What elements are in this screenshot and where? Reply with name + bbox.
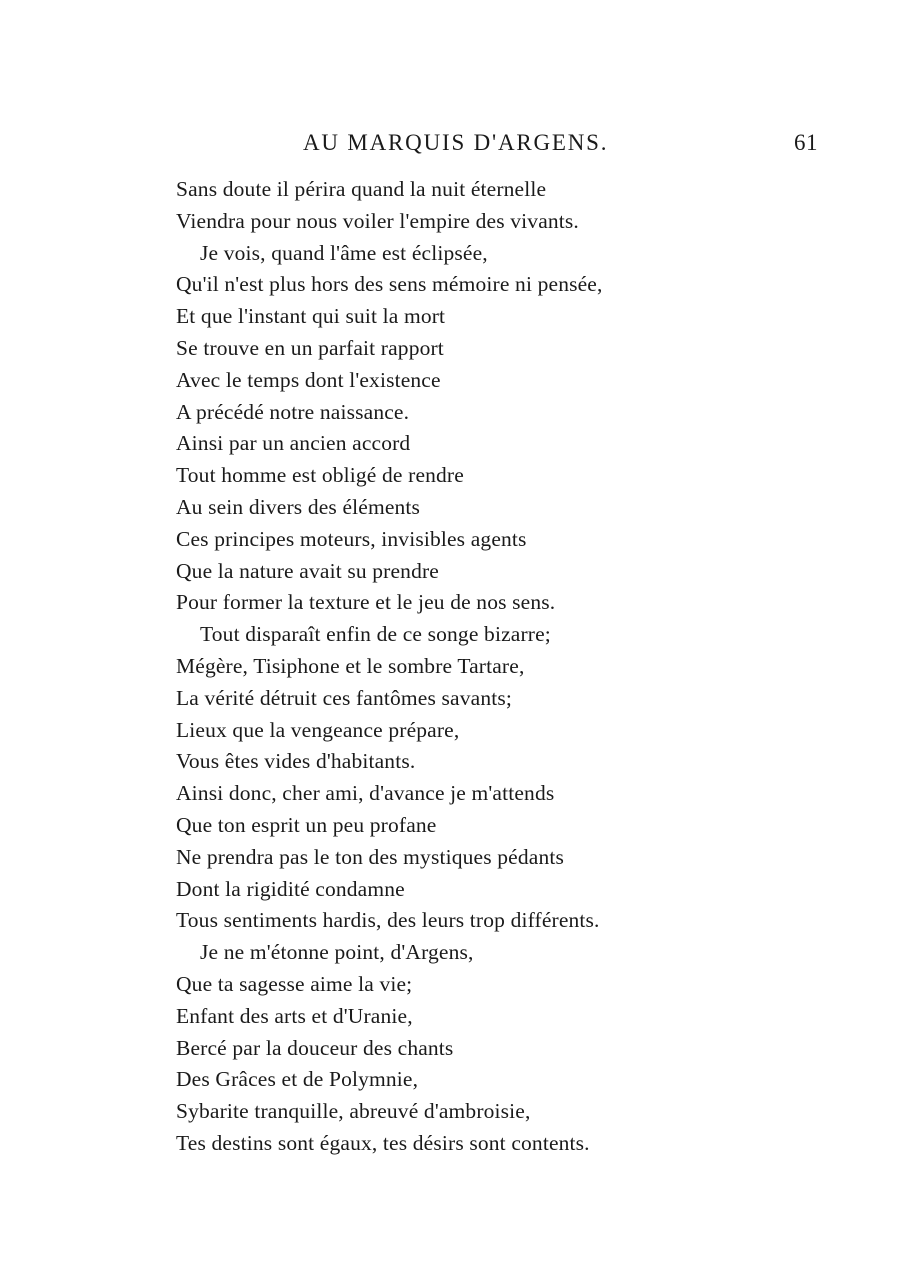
page-number: 61 — [794, 130, 818, 155]
verse-line: Tes destins sont égaux, tes désirs sont contents. — [176, 1130, 590, 1155]
verse-line: Que ta sagesse aime la vie; — [176, 971, 413, 996]
verse-line: Avec le temps dont l'existence — [176, 367, 441, 392]
verse-line: Des Grâces et de Polymnie, — [176, 1067, 419, 1092]
verse-line: La vérité détruit ces fantômes savants; — [176, 685, 512, 710]
verse-line: Pour former la texture et le jeu de nos sens. — [176, 590, 556, 615]
verse-line: Je ne m'étonne point, d'Argens, — [200, 940, 474, 965]
verse-line: Dont la rigidité condamne — [176, 876, 405, 901]
verse-line: Ces principes moteurs, invisibles agents — [176, 526, 527, 551]
verse-line: Viendra pour nous voiler l'empire des vivants. — [176, 208, 579, 233]
verse-line: Bercé par la douceur des chants — [176, 1035, 454, 1060]
verse-line: Tout disparaît enfin de ce songe bizarre; — [200, 622, 551, 647]
verse-line: Je vois, quand l'âme est éclipsée, — [200, 240, 488, 265]
verse-line: Sans doute il périra quand la nuit éternelle — [176, 177, 547, 201]
verse-line: Qu'il n'est plus hors des sens mémoire ni pensée, — [176, 272, 603, 297]
verse-line: Ainsi par un ancien accord — [176, 431, 411, 456]
verse-line: Ne prendra pas le ton des mystiques pédants — [176, 844, 564, 869]
verse-line: Vous êtes vides d'habitants. — [176, 749, 416, 774]
verse-line: Sybarite tranquille, abreuvé d'ambroisie, — [176, 1099, 531, 1124]
verse-line: Que ton esprit un peu profane — [176, 812, 437, 837]
verse-line: Se trouve en un parfait rapport — [176, 335, 444, 360]
running-head — [0, 130, 900, 162]
verse-line: Que la nature avait su prendre — [176, 558, 439, 583]
verse-line: Lieux que la vengeance prépare, — [176, 717, 460, 742]
verse-line: A précédé notre naissance. — [176, 399, 410, 424]
verse-line: Et que l'instant qui suit la mort — [176, 304, 446, 329]
verse-line: Tout homme est obligé de rendre — [176, 463, 464, 488]
verse-line: Mégère, Tisiphone et le sombre Tartare, — [176, 653, 525, 678]
verse-line: Ainsi donc, cher ami, d'avance je m'attends — [176, 781, 555, 806]
verse-line: Enfant des arts et d'Uranie, — [176, 1003, 413, 1028]
running-title: AU MARQUIS D'ARGENS. — [303, 130, 609, 155]
verse-line: Au sein divers des éléments — [176, 494, 421, 519]
poem-text — [176, 174, 603, 1160]
verse-line: Tous sentiments hardis, des leurs trop différents. — [176, 908, 600, 933]
